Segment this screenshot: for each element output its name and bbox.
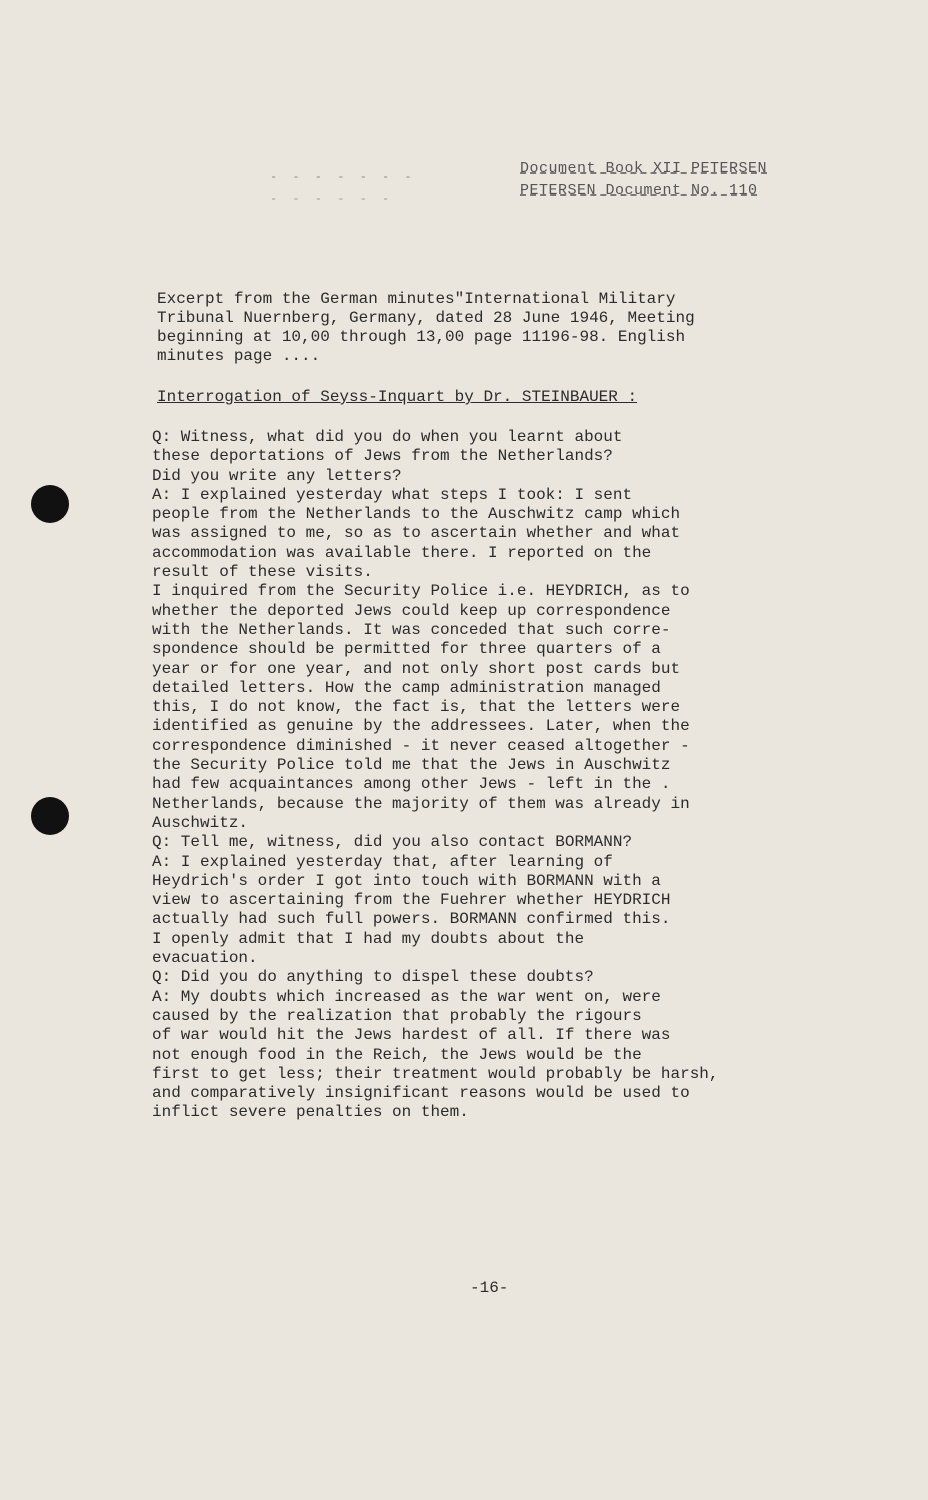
page-number: -16-: [470, 1279, 509, 1297]
body-line: whether the deported Jews could keep up correspondence: [152, 601, 671, 620]
body-line: had few acquaintances among other Jews - left in the .: [152, 775, 671, 794]
body-line: was assigned to me, so as to ascertain whether and what: [152, 524, 681, 543]
body-line: first to get less; their treatment would probably be harsh,: [152, 1064, 719, 1083]
body-line: Q: Tell me, witness, did you also contact BORMANN?: [152, 833, 633, 852]
body-line: actually had such full powers. BORMANN confirmed this.: [152, 910, 671, 929]
body-line: I inquired from the Security Police i.e. HEYDRICH, as to: [152, 582, 690, 601]
section-heading: Interrogation of Seyss-Inquart by Dr. STEINBAUER :: [157, 388, 638, 406]
document-header: [520, 158, 840, 202]
body-line: Heydrich's order I got into touch with BORMANN with a: [152, 871, 661, 890]
body-line: not enough food in the Reich, the Jews would be the: [152, 1045, 642, 1064]
excerpt-paragraph: Excerpt from the German minutes"International Military Tribunal Nuernberg, Germany, dated 28 June 1946, Meeting beginning at 10,00 through 13,00 page 11196-98. English minutes page ....: [157, 290, 695, 365]
header-dash-marks: - - - - - - -: [270, 170, 416, 184]
body-line: Did you write any letters?: [152, 466, 402, 485]
body-line: view to ascertaining from the Fuehrer whether HEYDRICH: [152, 891, 671, 910]
punch-hole-bottom: [31, 797, 69, 835]
body-line: inflict severe penalties on them.: [152, 1103, 469, 1122]
body-line: spondence should be permitted for three quarters of a: [152, 640, 661, 659]
body-line: A: My doubts which increased as the war went on, were: [152, 987, 661, 1006]
body-line: detailed letters. How the camp administration managed: [152, 678, 661, 697]
body-line: evacuation.: [152, 949, 258, 968]
interrogation-text: [152, 428, 842, 1123]
body-line: Q: Witness, what did you do when you learnt about: [152, 428, 623, 446]
body-line: with the Netherlands. It was conceded that such corre-: [152, 620, 671, 639]
body-line: accommodation was available there. I reported on the: [152, 543, 652, 562]
body-line: caused by the realization that probably the rigours: [152, 1006, 642, 1025]
body-line: Q: Did you do anything to dispel these doubts?: [152, 968, 594, 987]
body-line: this, I do not know, the fact is, that the letters were: [152, 698, 681, 717]
body-line: Netherlands, because the majority of them was already in: [152, 794, 690, 813]
header-line-2: PETERSEN Document No. 110: [520, 182, 758, 199]
body-line: these deportations of Jews from the Netherlands?: [152, 447, 613, 466]
body-line: identified as genuine by the addressees. Later, when the: [152, 717, 690, 736]
body-line: the Security Police told me that the Jews in Auschwitz: [152, 756, 671, 775]
body-line: of war would hit the Jews hardest of all. If there was: [152, 1026, 671, 1045]
body-line: and comparatively insignificant reasons would be used to: [152, 1084, 690, 1103]
header-line-1: Document Book XII PETERSEN: [520, 160, 768, 177]
body-line: correspondence diminished - it never ceased altogether -: [152, 736, 690, 755]
body-line: result of these visits.: [152, 563, 373, 582]
punch-hole-top: [31, 485, 69, 523]
body-line: A: I explained yesterday that, after learning of: [152, 852, 613, 871]
header-dash-marks-2: - - - - - -: [270, 192, 394, 206]
body-line: I openly admit that I had my doubts about the: [152, 929, 585, 948]
body-line: A: I explained yesterday what steps I took: I sent: [152, 485, 633, 504]
body-line: people from the Netherlands to the Auschwitz camp which: [152, 505, 681, 524]
body-line: Auschwitz.: [152, 813, 249, 832]
body-line: year or for one year, and not only short post cards but: [152, 659, 681, 678]
